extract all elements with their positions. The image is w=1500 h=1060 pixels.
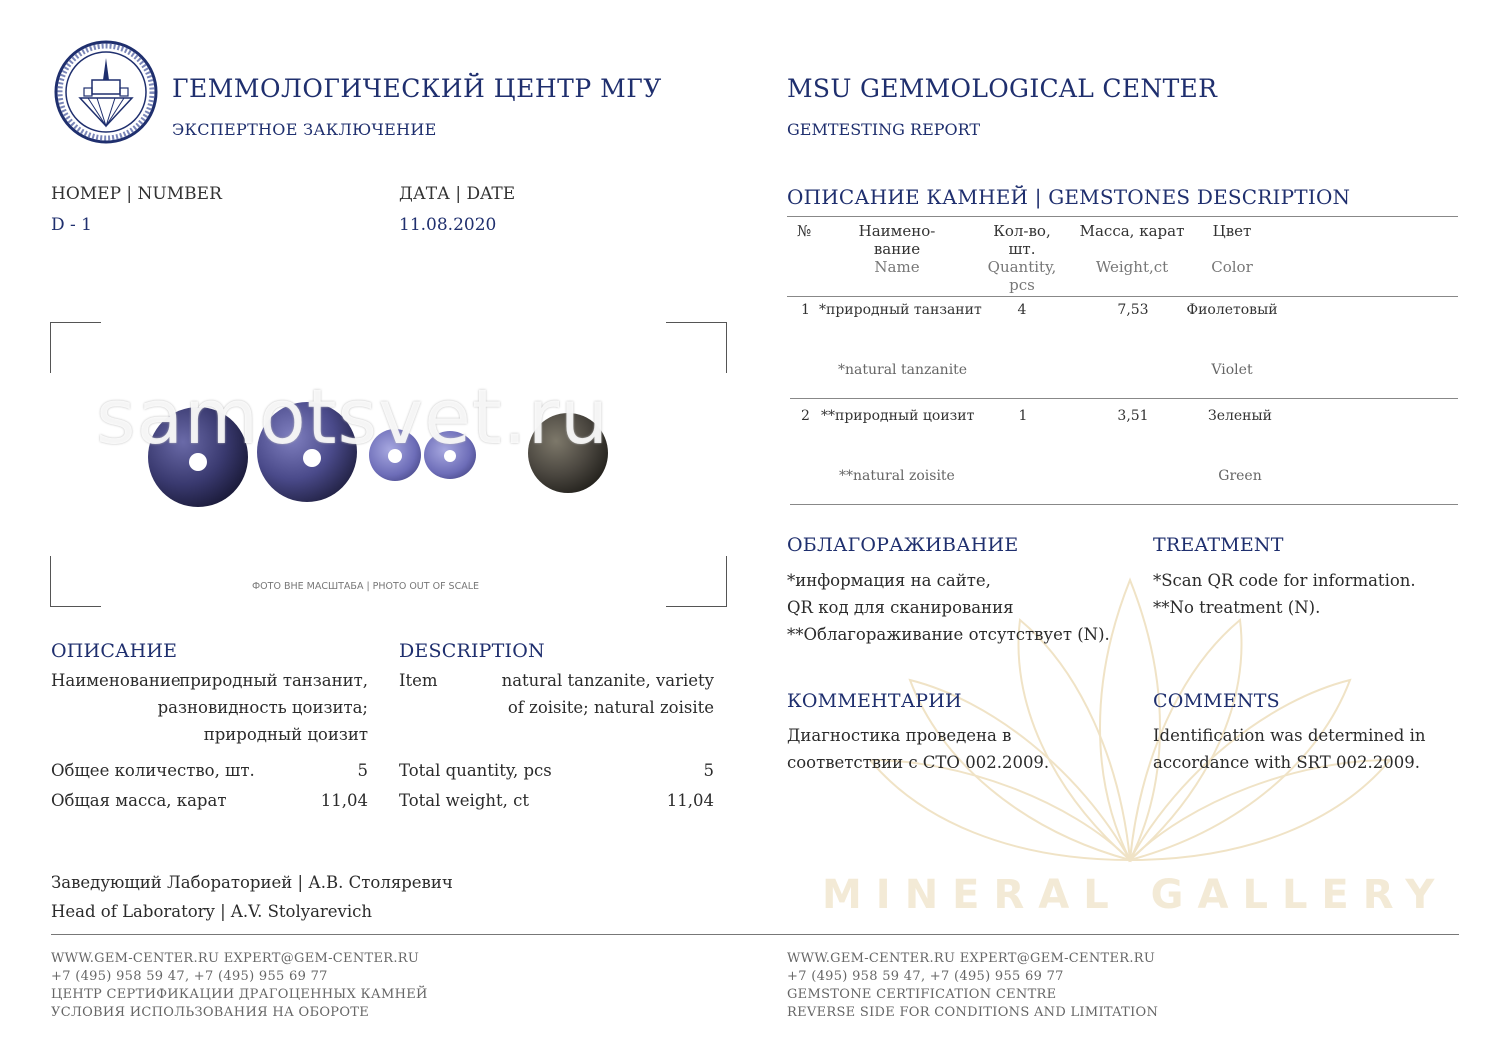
photo-frame-corner: [50, 322, 101, 373]
col-weight-header-ru: Масса, карат: [1079, 222, 1185, 240]
photo-caption: ФОТО ВНЕ МАСШТАБА | PHOTO OUT OF SCALE: [252, 581, 480, 592]
weight-value-ru: 11,04: [320, 791, 368, 810]
footer-line: WWW.GEM-CENTER.RU EXPERT@GEM-CENTER.RU: [51, 951, 420, 966]
item-value-en: [500, 667, 714, 721]
row-qty: 4: [1017, 302, 1027, 318]
footer-left: [51, 950, 428, 1022]
row-color-en: Violet: [1211, 362, 1253, 378]
number-value: D - 1: [51, 215, 92, 235]
table-row: [787, 404, 1458, 504]
row-name-en: *natural tanzanite: [838, 362, 968, 378]
table-header: [787, 220, 1458, 296]
item-line: of zoisite; natural zoisite: [507, 698, 714, 717]
item-line: natural tanzanite, variety: [501, 671, 714, 690]
row-rule: [790, 398, 1458, 399]
org-title-en: MSU GEMMOLOGICAL CENTER: [787, 74, 1218, 103]
footer-rule: [51, 934, 1459, 935]
photo-frame-corner: [666, 556, 727, 607]
comments-text-en: [1153, 722, 1425, 776]
col-color-header-ru: Цвет: [1212, 222, 1252, 240]
col-weight-header-en: Weight,ct: [1095, 258, 1169, 276]
msu-seal-logo: [54, 40, 158, 144]
row-no: 2: [801, 408, 810, 424]
row-weight: 7,53: [1117, 302, 1149, 318]
treatment-line: *информация на сайте,: [787, 571, 991, 590]
comment-line: Диагностика проведена в: [787, 726, 1012, 745]
comment-line: accordance with SRT 002.2009.: [1153, 753, 1420, 772]
comments-text-ru: [787, 722, 1049, 776]
col-no-header: №: [797, 222, 812, 240]
col-qty-header-en: Quantity, pcs: [987, 258, 1057, 294]
signature-ru: Заведующий Лабораторией | А.В. Столяревич: [51, 873, 453, 892]
col-name-header-ru: Наимено- вание: [858, 222, 936, 258]
description-title-ru: ОПИСАНИЕ: [51, 640, 178, 662]
row-name-en: **natural zoisite: [839, 468, 955, 484]
treatment-text-en: [1153, 567, 1416, 621]
qty-value-ru: 5: [357, 761, 368, 780]
date-label: ДАТА | DATE: [399, 184, 516, 204]
footer-line: REVERSE SIDE FOR CONDITIONS AND LIMITATION: [787, 1005, 1159, 1020]
footer-line: +7 (495) 958 59 47, +7 (495) 955 69 77: [51, 969, 328, 984]
col-qty-header-ru: Кол-во, шт.: [993, 222, 1051, 258]
treatment-line: QR код для сканирования: [787, 598, 1014, 617]
weight-label-en: Total weight, ct: [399, 791, 529, 810]
watermark-text: MINERAL GALLERY: [822, 872, 1449, 918]
row-color-en: Green: [1218, 468, 1262, 484]
footer-line: ЦЕНТР СЕРТИФИКАЦИИ ДРАГОЦЕННЫХ КАМНЕЙ: [51, 987, 428, 1002]
treatment-title-en: TREATMENT: [1153, 534, 1284, 556]
gemstones-title: ОПИСАНИЕ КАМНЕЙ | GEMSTONES DESCRIPTION: [787, 185, 1351, 209]
photo-frame-corner: [50, 556, 101, 607]
table-top-rule: [787, 216, 1458, 217]
item-line: природный танзанит,: [179, 671, 368, 690]
date-value: 11.08.2020: [399, 215, 497, 235]
comments-title-ru: КОММЕНТАРИИ: [787, 690, 962, 712]
row-name-ru: **природный цоизит: [821, 408, 975, 424]
footer-line: GEMSTONE CERTIFICATION CENTRE: [787, 987, 1057, 1002]
table-header-rule: [787, 296, 1458, 297]
treatment-line: **Облагораживание отсутствует (N).: [787, 625, 1110, 644]
photo-watermark: samotsvet.ru: [96, 372, 610, 461]
treatment-line: **No treatment (N).: [1153, 598, 1321, 617]
row-no: 1: [801, 302, 810, 318]
org-title-ru: ГЕММОЛОГИЧЕСКИЙ ЦЕНТР МГУ: [172, 74, 662, 103]
table-row: [787, 298, 1458, 398]
item-line: природный цоизит: [203, 725, 368, 744]
comment-line: соответствии с СТО 002.2009.: [787, 753, 1050, 772]
number-label: НОМЕР | NUMBER: [51, 184, 222, 204]
signature-en: Head of Laboratory | A.V. Stolyarevich: [51, 902, 373, 921]
item-label-en: Item: [399, 671, 438, 690]
description-title-en: DESCRIPTION: [399, 640, 545, 662]
comment-line: Identification was determined in: [1153, 726, 1426, 745]
treatment-title-ru: ОБЛАГОРАЖИВАНИЕ: [787, 534, 1019, 556]
weight-label-ru: Общая масса, карат: [51, 791, 227, 810]
comments-title-en: COMMENTS: [1153, 690, 1280, 712]
row-rule: [790, 504, 1458, 505]
photo-frame-corner: [666, 322, 727, 373]
row-color-ru: Фиолетовый: [1186, 302, 1278, 318]
qty-label-en: Total quantity, pcs: [399, 761, 552, 780]
col-color-header-en: Color: [1211, 258, 1253, 276]
row-color-ru: Зеленый: [1208, 408, 1272, 424]
item-value-ru: [150, 667, 368, 748]
item-label-ru: Наименование: [51, 671, 181, 690]
qty-label-ru: Общее количество, шт.: [51, 761, 255, 780]
treatment-line: *Scan QR code for information.: [1153, 571, 1416, 590]
row-weight: 3,51: [1117, 408, 1149, 424]
treatment-text-ru: [787, 567, 1110, 648]
row-qty: 1: [1018, 408, 1028, 424]
item-line: разновидность цоизита;: [157, 698, 368, 717]
col-name-header-en: Name: [874, 258, 920, 276]
qty-value-en: 5: [703, 761, 714, 780]
row-name-ru: *природный танзанит: [819, 302, 982, 318]
weight-value-en: 11,04: [666, 791, 714, 810]
footer-right: [787, 950, 1158, 1022]
footer-line: УСЛОВИЯ ИСПОЛЬЗОВАНИЯ НА ОБОРОТЕ: [51, 1005, 370, 1020]
report-subtitle-ru: ЭКСПЕРТНОЕ ЗАКЛЮЧЕНИЕ: [172, 120, 437, 139]
footer-line: WWW.GEM-CENTER.RU EXPERT@GEM-CENTER.RU: [787, 951, 1156, 966]
footer-line: +7 (495) 958 59 47, +7 (495) 955 69 77: [787, 969, 1064, 984]
report-subtitle-en: GEMTESTING REPORT: [787, 120, 981, 139]
